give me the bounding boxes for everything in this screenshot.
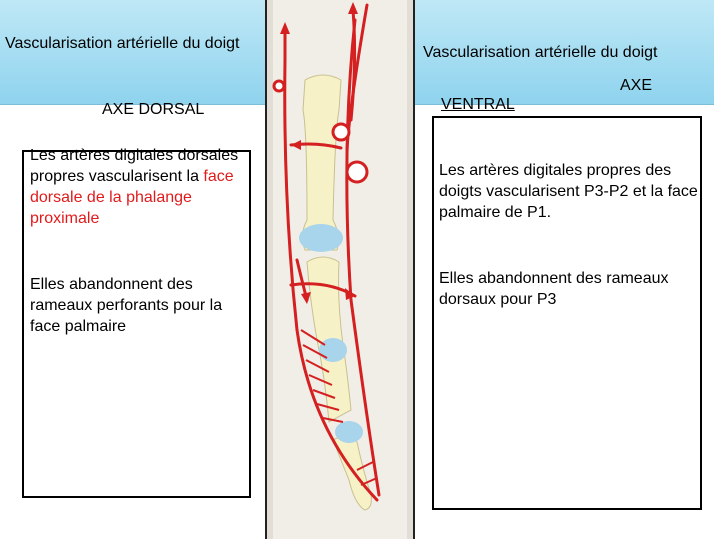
left-paragraph-1-text: Les artères digitales dorsales propres vascularisent la bbox=[30, 147, 239, 185]
diagram-border-left bbox=[267, 0, 273, 539]
mid-joint bbox=[319, 338, 347, 362]
proximal-phalanx bbox=[302, 75, 341, 250]
right-axis-word: AXE bbox=[620, 77, 653, 94]
artery-loop-2 bbox=[333, 124, 349, 140]
left-header bbox=[0, 0, 265, 105]
dip-joint bbox=[335, 421, 363, 443]
left-title: Vascularisation artérielle du doigt bbox=[5, 35, 240, 52]
right-paragraph-1: Les artères digitales propres des doigts vascularisent P3-P2 et la face palmaire de P1. bbox=[439, 162, 698, 221]
right-panel bbox=[413, 0, 714, 539]
right-paragraph-2: Elles abandonnent des rameaux dorsaux pour P3 bbox=[439, 270, 669, 308]
pip-joint bbox=[299, 224, 343, 252]
right-axis-label: VENTRAL bbox=[441, 96, 515, 113]
finger-artery-diagram bbox=[267, 0, 413, 539]
left-paragraph-2: Elles abandonnent des rameaux perforants pour la face palmaire bbox=[30, 276, 223, 335]
right-header bbox=[415, 0, 714, 105]
left-paragraph-1 bbox=[30, 145, 240, 229]
artery-loop-3 bbox=[347, 162, 367, 182]
left-paragraph-1-highlight: face dorsale de la phalange proximale bbox=[30, 168, 234, 227]
left-panel bbox=[0, 0, 267, 539]
artery-loop-1 bbox=[274, 81, 284, 91]
right-title: Vascularisation artérielle du doigt bbox=[423, 44, 658, 61]
left-axis-label: AXE DORSAL bbox=[102, 101, 205, 118]
